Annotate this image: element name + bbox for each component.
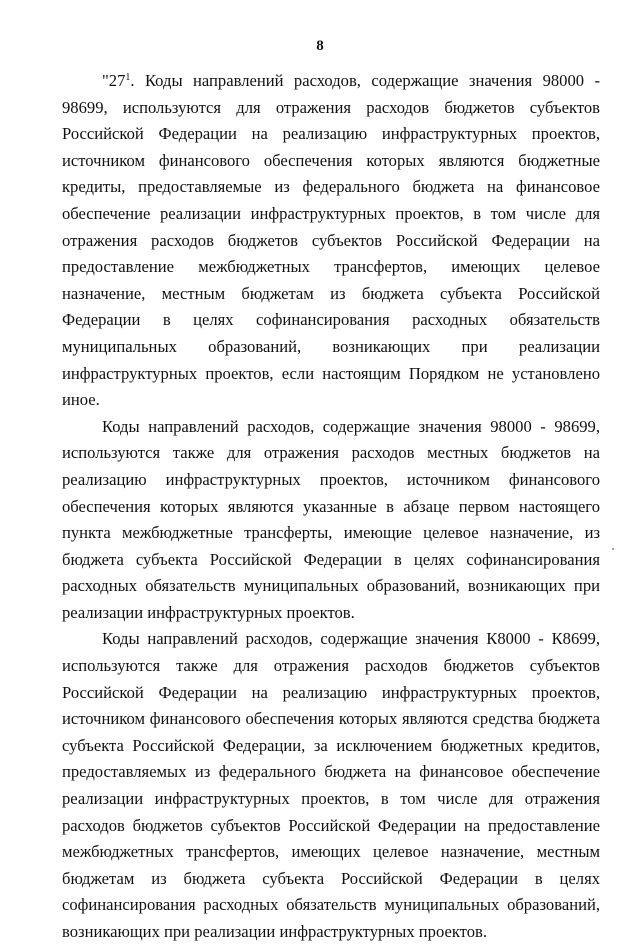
document-body: [62, 68, 600, 946]
paragraph-1-lead: "27: [102, 71, 126, 90]
paragraph-2-text: Коды направлений расходов, содержащие значения 98000 - 98699, используются также для отражения расходов местных бюджетов на реализацию инфраструктурных проектов, источником финансового обеспечения которых являются указанные в абзаце первом настоящего пункта межбюджетные трансферты, имеющие целевое назначение, из бюджета субъекта Российской Федерации в целях софинансирования расходных обязательств муниципальных образований, возникающих при реализации инфраструктурных проектов.: [62, 416, 600, 622]
paragraph-1: [62, 68, 600, 414]
paragraph-3-text: Коды направлений расходов, содержащие значения К8000 - К8699, используются также для отражения расходов бюджетов субъектов Российской Федерации на реализацию инфраструктурных проектов, источником финансового обеспечения которых являются средства бюджета субъекта Российской Федерации, за исключением бюджетных кредитов, предоставляемых из федерального бюджета на финансовое обеспечение реализации инфраструктурных проектов, в том числе для отражения расходов бюджетов субъектов Российской Федерации на предоставление межбюджетных трансфертов, имеющих целевое назначение, местным бюджетам из бюджета субъекта Российской Федерации в целях софинансирования расходных обязательств муниципальных образований, возникающих при реализации инфраструктурных проектов.: [62, 629, 600, 941]
paragraph-3: [62, 626, 600, 945]
paragraph-1-superscript: 1: [125, 72, 131, 83]
scan-speck: [612, 548, 614, 550]
paragraph-2: [62, 414, 600, 627]
paragraph-1-text: . Коды направлений расходов, содержащие значения 98000 - 98699, используются для отражения расходов бюджетов субъектов Российской Федерации на реализацию инфраструктурных проектов, источником финансового обеспечения которых являются бюджетные кредиты, предоставляемые из федерального бюджета на финансовое обеспечение реализации инфраструктурных проектов, в том числе для отражения расходов бюджетов субъектов Российской Федерации на предоставление межбюджетных трансфертов, имеющих целевое назначение, местным бюджетам из бюджета субъекта Российской Федерации в целях софинансирования расходных обязательств муниципальных образований, возникающих при реализации инфраструктурных проектов, если настоящим Порядком не установлено иное.: [62, 71, 600, 410]
page-number: 8: [316, 38, 324, 54]
